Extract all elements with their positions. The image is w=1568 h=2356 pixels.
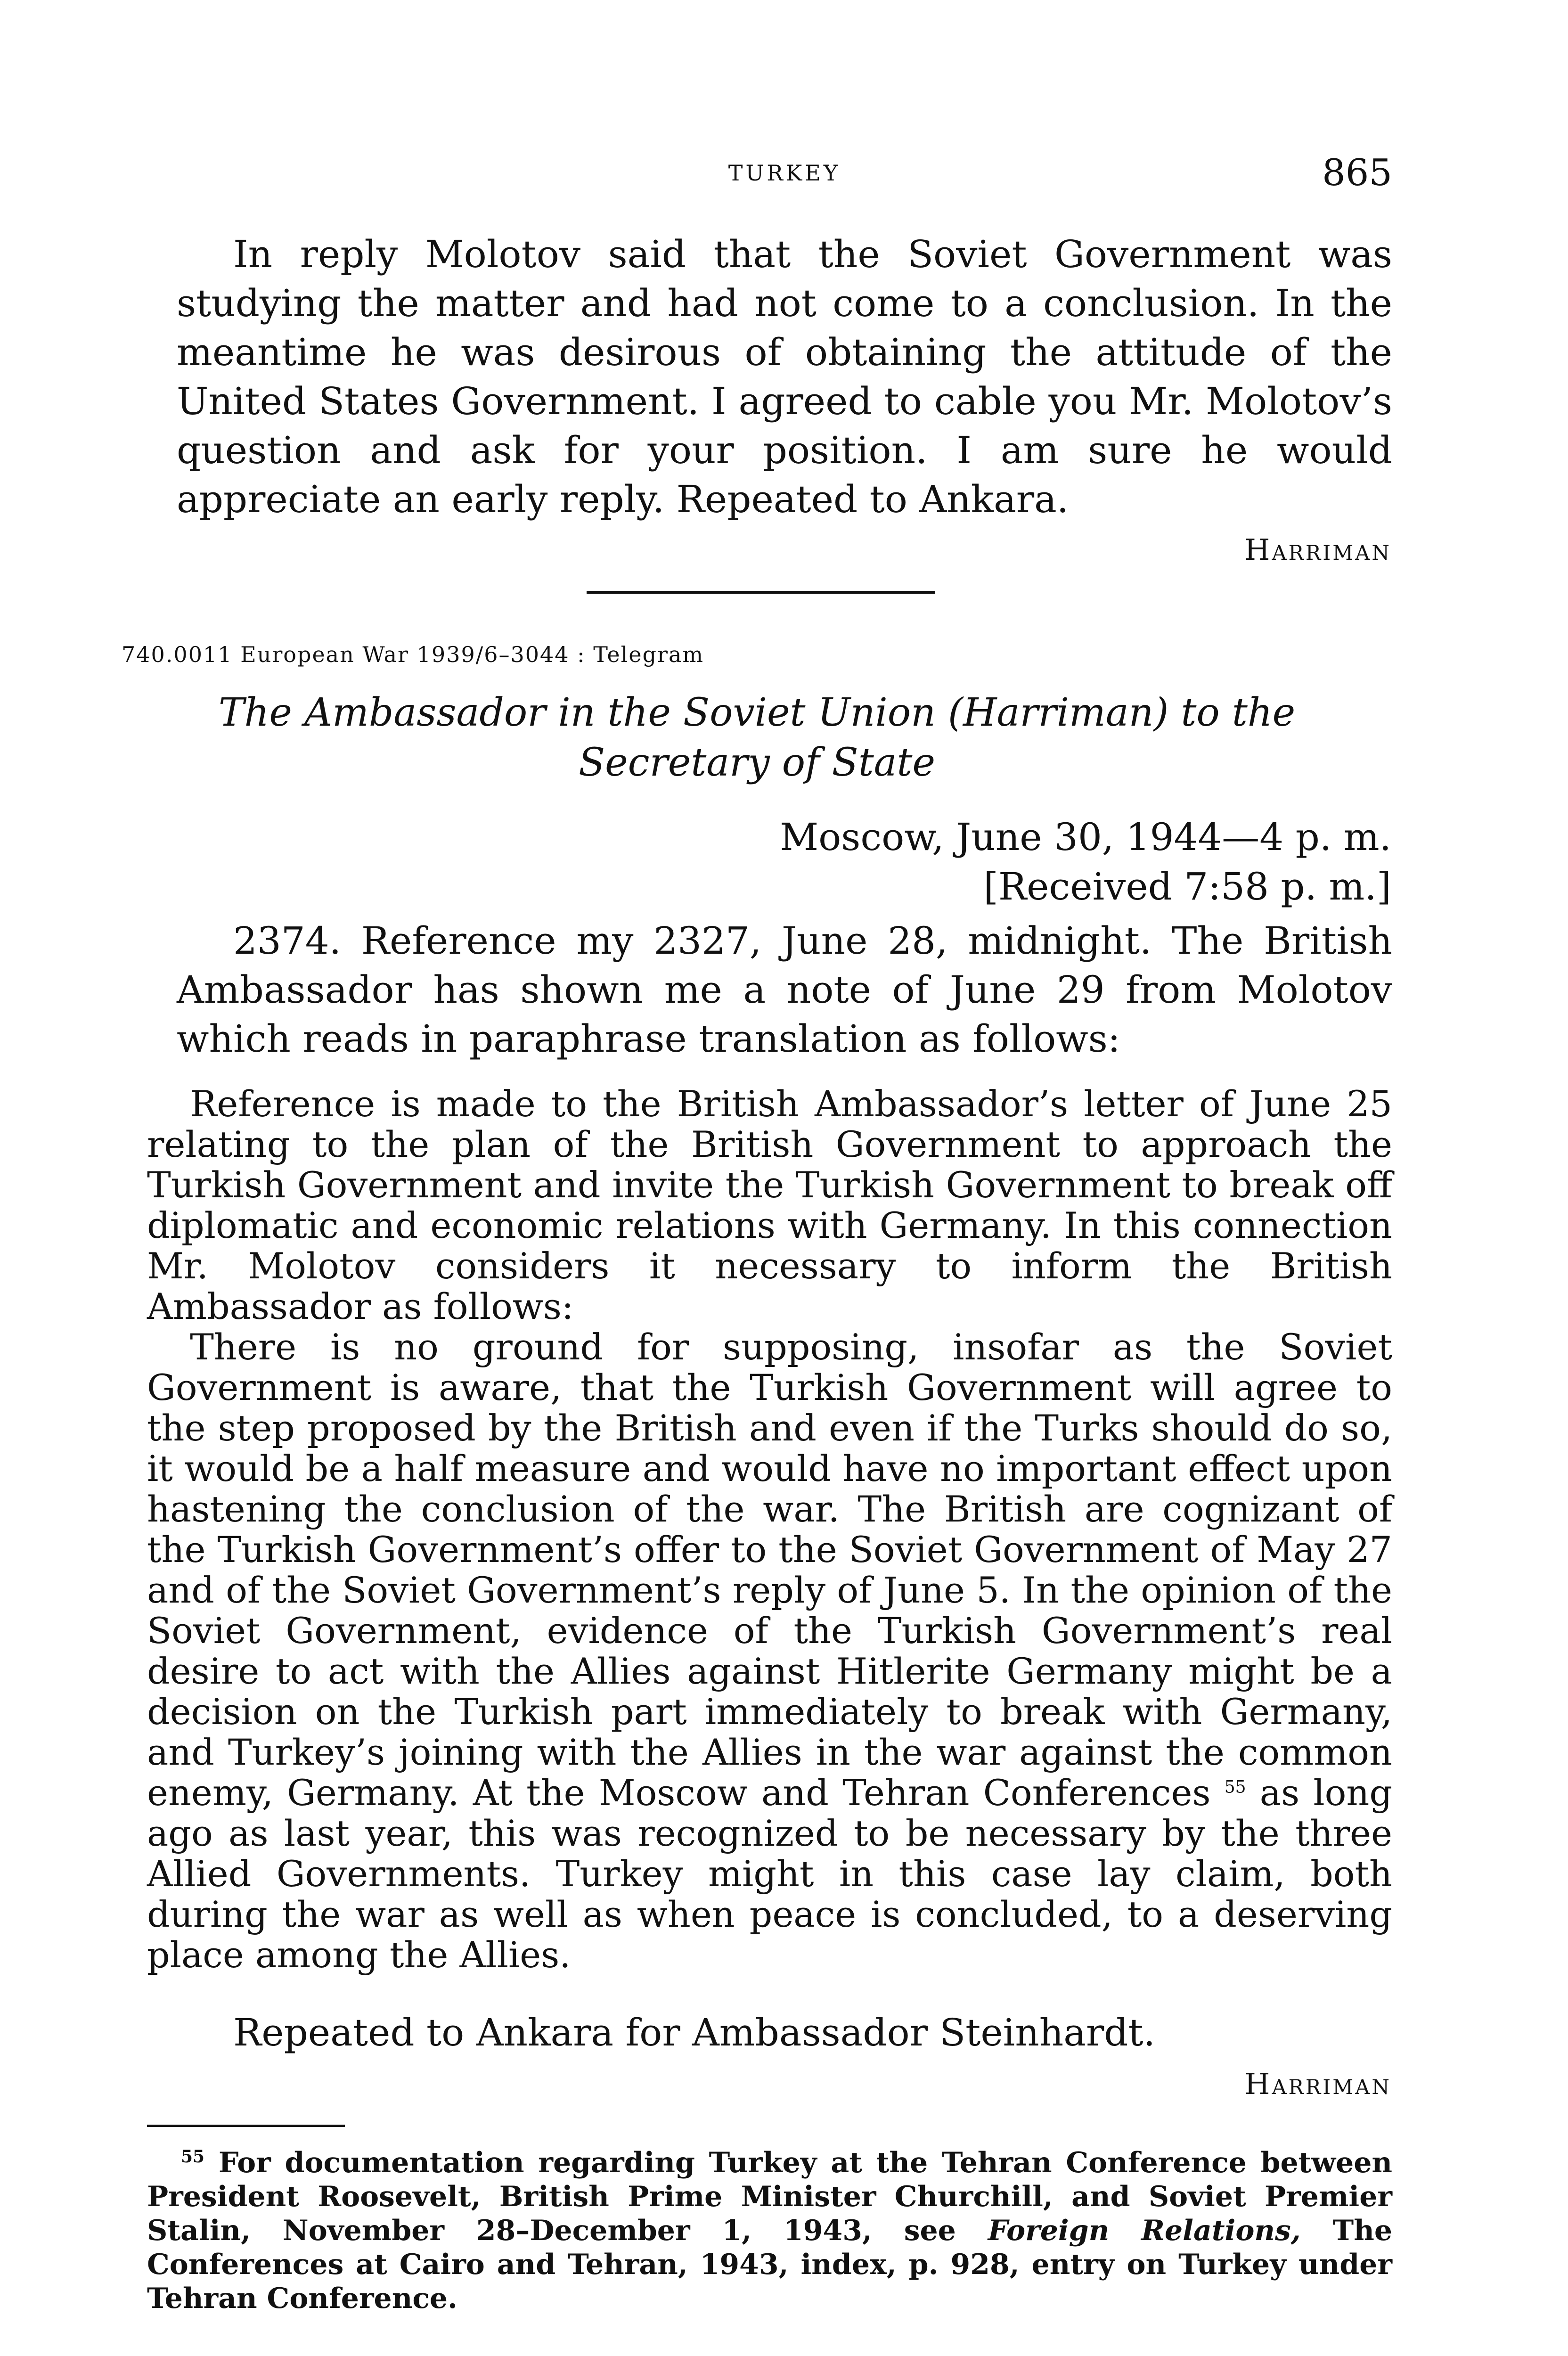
closing-paragraph: Repeated to Ankara for Ambassador Steinhardt. [233, 2011, 1156, 2054]
signature-harriman-2: Harriman [1244, 2067, 1391, 2101]
intro-paragraph: 2374. Reference my 2327, June 28, midnight. The British Ambassador has shown me a note of June 29 from Molotov which reads in paraphrase translation as follows: [177, 919, 1392, 1061]
received-note: [Received 7:58 p. m.] [983, 865, 1391, 908]
footnote-text-part-2: The Conferences at Cairo and Tehran, 1943, index, p. 928, entry on Turkey under Tehran Conference. [147, 2214, 1392, 2315]
signature-harriman-1: Harriman [1244, 532, 1391, 567]
page-number: 865 [1322, 152, 1392, 194]
continuation-paragraph: In reply Molotov said that the Soviet Government was studying the matter and had not come to a conclusion. In the meantime he was desirous of obtaining the attitude of the United States Government. I agreed to cable you Mr. Molotov’s question and ask for your position. I am sure he would appreciate an early reply. Repeated to Ankara. [177, 232, 1392, 521]
footnote-number: 55 [181, 2147, 205, 2167]
footnote-text-part-1: For documentation regarding Turkey at the Tehran Conference between President Roosevelt, British Prime Minister Churchill, and Soviet Premier Stalin, November 28–December 1, 1943, see [147, 2146, 1393, 2247]
document-title: The Ambassador in the Soviet Union (Harriman) to the Secretary of State [218, 690, 1296, 785]
footnote-italic-reference: Foreign Relations, [988, 2214, 1301, 2247]
running-title: TURKEY [728, 160, 841, 186]
quoted-paragraph-2 [147, 1327, 1392, 1975]
quoted-paragraph-2-part-2: as long ago as last year, this was recognized to be necessary by the three Allied Governments. Turkey might in this case lay claim, both during the war as well as when peace is concluded, to a deserving place among the Allies. [147, 1772, 1392, 1976]
quoted-paragraph-1: Reference is made to the British Ambassador’s letter of June 25 relating to the plan of the British Government to approach the Turkish Government and invite the Turkish Government to break off diplomatic and economic relations with Germany. In this connection Mr. Molotov considers it necessary to inform the British Ambassador as follows: [147, 1083, 1392, 1327]
section-divider-rule [587, 591, 935, 594]
quoted-paragraph-2-part-1: There is no ground for supposing, insofar as the Soviet Government is aware, that the Turkish Government will agree to the step proposed by the British and even if the Turks should do so, it would be a half measure and would have no important effect upon hastening the conclusion of the war. The British are cognizant of the Turkish Government’s offer to the Soviet Government of May 27 and of the Soviet Government’s reply of June 5. In the opinion of the Soviet Government, evidence of the Turkish Government’s real desire to act with the Allies against Hitlerite Germany might be a decision on the Turkish part immediately to break with Germany, and Turkey’s joining with the Allies in the war against the common enemy, Germany. At the Moscow and Tehran Conferences [147, 1326, 1392, 1814]
footnote-marker: 55 [1224, 1777, 1246, 1797]
file-reference: 740.0011 European War 1939/6–3044 : Telegram [122, 642, 704, 667]
footnote-rule [147, 2125, 345, 2127]
running-head [177, 152, 1392, 199]
dateline: Moscow, June 30, 1944—4 p. m. [780, 815, 1391, 859]
footnote [147, 2146, 1392, 2315]
